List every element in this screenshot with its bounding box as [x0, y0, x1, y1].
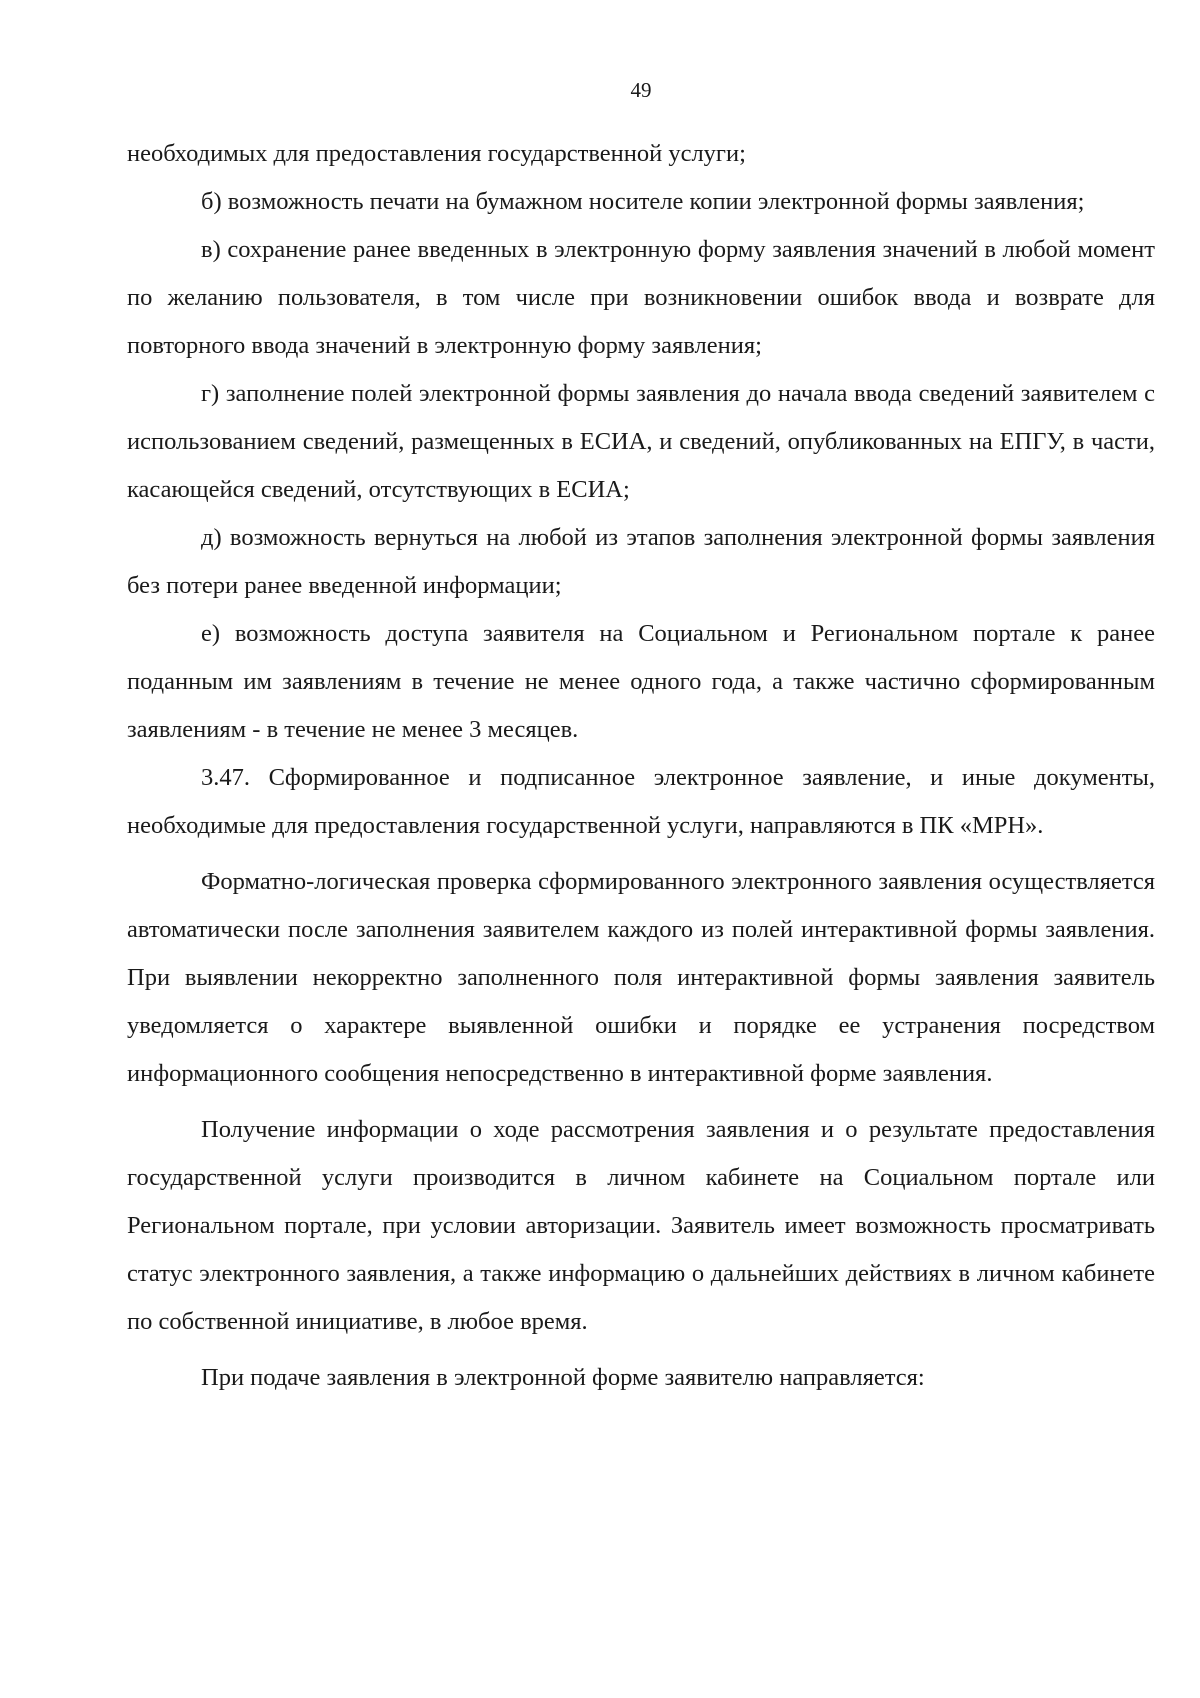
document-body	[127, 130, 1155, 1402]
paragraph-item-e: е) возможность доступа заявителя на Социальном и Региональном портале к ранее поданным им заявлениям в течение не менее одного года, а также частично сформированным заявлениям - в течение не менее 3 месяцев.	[127, 620, 1155, 743]
paragraph-item-d: д) возможность вернуться на любой из этапов заполнения электронной формы заявления без потери ранее введенной информации;	[127, 524, 1155, 599]
paragraph-item-g: г) заполнение полей электронной формы заявления до начала ввода сведений заявителем с использованием сведений, размещенных в ЕСИА, и сведений, опубликованных на ЕПГУ, в части, касающейся сведений, отсутствующих в ЕСИА;	[127, 380, 1155, 503]
paragraph-item-v: в) сохранение ранее введенных в электронную форму заявления значений в любой момент по желанию пользователя, в том числе при возникновении ошибок ввода и возврате для повторного ввода значений в электронную форму заявления;	[127, 236, 1155, 359]
paragraph-status-info: Получение информации о ходе рассмотрения заявления и о результате предоставления государственной услуги производится в личном кабинете на Социальном портале или Региональном портале, при условии авторизации. Заявитель имеет возможность просматривать статус электронного заявления, а также информацию о дальнейших действиях в личном кабинете по собственной инициативе, в любое время.	[127, 1116, 1155, 1335]
paragraph-format-check: Форматно-логическая проверка сформированного электронного заявления осуществляется автоматически после заполнения заявителем каждого из полей интерактивной формы заявления. При выявлении некорректно заполненного поля интерактивной формы заявления заявитель уведомляется о характере выявленной ошибки и порядке ее устранения посредством информационного сообщения непосредственно в интерактивной форме заявления.	[127, 868, 1155, 1087]
paragraph-submission: При подаче заявления в электронной форме заявителю направляется:	[201, 1364, 925, 1391]
paragraph-item-b: б) возможность печати на бумажном носителе копии электронной формы заявления;	[201, 188, 1085, 215]
page-number: 49	[630, 78, 652, 102]
paragraph-continuation: необходимых для предоставления государственной услуги;	[127, 140, 746, 167]
paragraph-section-3-47: 3.47. Сформированное и подписанное электронное заявление, и иные документы, необходимые для предоставления государственной услуги, направляются в ПК «МРН».	[127, 764, 1155, 839]
